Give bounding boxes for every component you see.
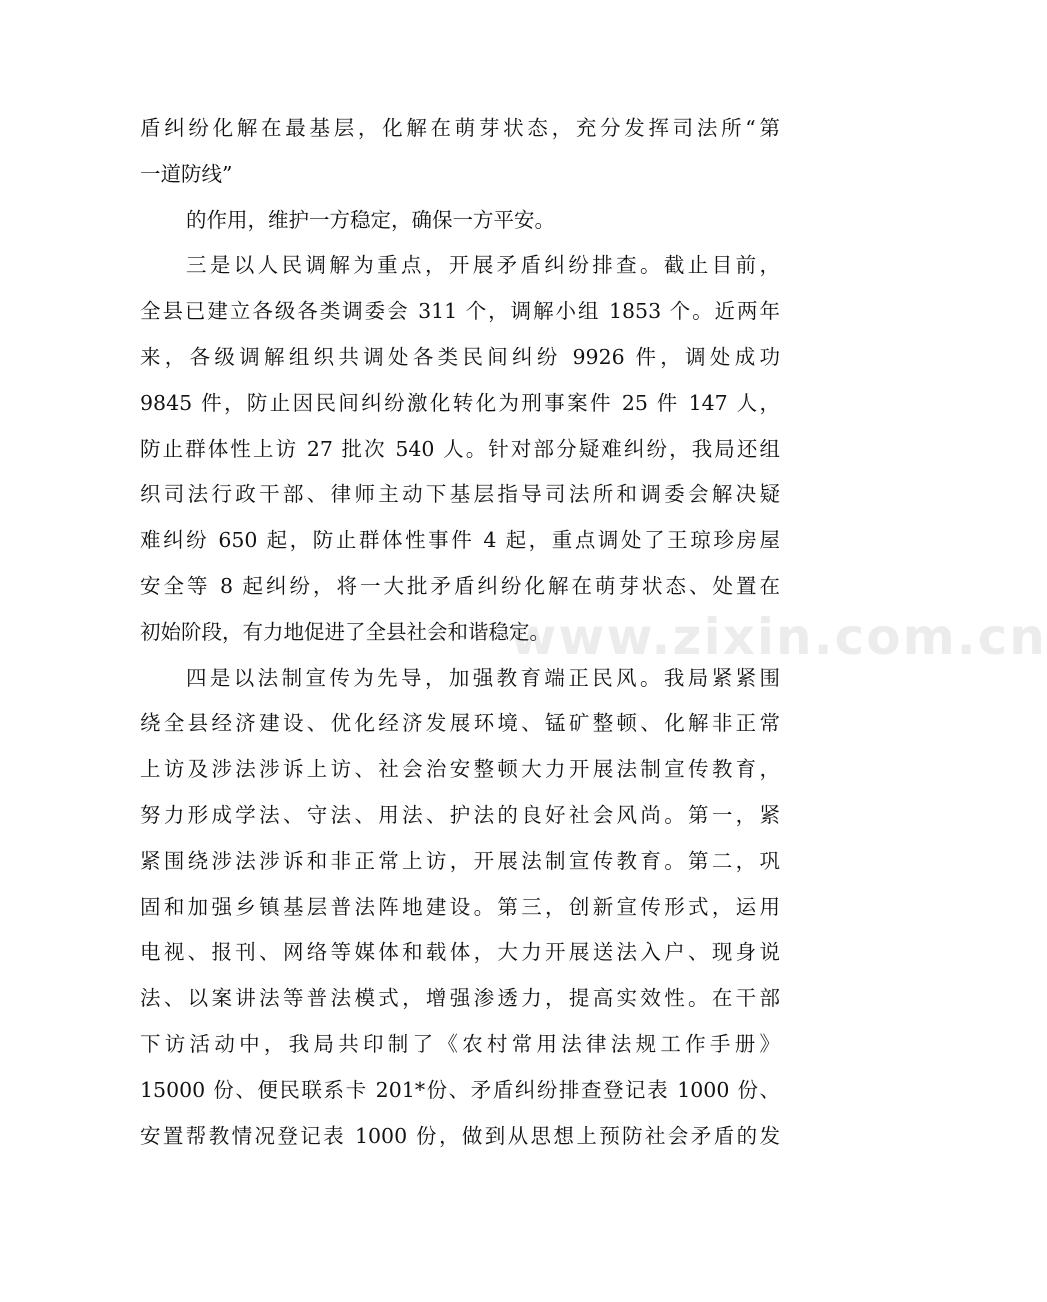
text-line: 来，各级调解组织共调处各类民间纠纷 9926 件，调处成功 bbox=[140, 344, 780, 369]
text-line: 全县已建立各级各类调委会 311 个，调解小组 1853 个。近两年 bbox=[140, 299, 780, 324]
paragraph-start-line: 三是以人民调解为重点，开展矛盾纠纷排查。截止目前， bbox=[186, 253, 780, 278]
text-line: 的作用，维护一方稳定，确保一方平安。 bbox=[186, 207, 555, 232]
text-line: 织司法行政干部、律师主动下基层指导司法所和调委会解决疑 bbox=[140, 482, 780, 507]
text-line: 下访活动中，我局共印制了《农村常用法律法规工作手册》 bbox=[140, 1031, 780, 1056]
text-line: 15000 份、便民联系卡 201*份、矛盾纠纷排查登记表 1000 份、 bbox=[140, 1077, 780, 1102]
text-line: 防止群体性上访 27 批次 540 人。针对部分疑难纠纷，我局还组 bbox=[140, 436, 780, 461]
text-line: 固和加强乡镇基层普法阵地建设。第三，创新宣传形式，运用 bbox=[140, 894, 780, 919]
text-line: 努力形成学法、守法、用法、护法的良好社会风尚。第一，紧 bbox=[140, 802, 780, 827]
text-line: 绕全县经济建设、优化经济发展环境、锰矿整顿、化解非正常 bbox=[140, 711, 780, 736]
text-line: 难纠纷 650 起，防止群体性事件 4 起，重点调处了王琼珍房屋 bbox=[140, 528, 780, 553]
document-body bbox=[140, 106, 780, 1159]
paragraph-start-line: 四是以法制宣传为先导，加强教育端正民风。我局紧紧围 bbox=[186, 665, 780, 690]
text-line: 盾纠纷化解在最基层，化解在萌芽状态，充分发挥司法所“第 bbox=[140, 116, 780, 140]
text-line: 初始阶段，有力地促进了全县社会和谐稳定。 bbox=[140, 619, 550, 644]
text-line: 9845 件，防止因民间纠纷激化转化为刑事案件 25 件 147 人， bbox=[140, 390, 780, 415]
text-line: 上访及涉法涉诉上访、社会治安整顿大力开展法制宣传教育， bbox=[140, 757, 780, 782]
text-line: 安置帮教情况登记表 1000 份，做到从思想上预防社会矛盾的发 bbox=[140, 1123, 780, 1148]
watermark: www.zixin.com.cn bbox=[510, 608, 1047, 666]
text-line: 紧围绕涉法涉诉和非正常上访，开展法制宣传教育。第二，巩 bbox=[140, 848, 780, 873]
text-line: 一道防线” bbox=[140, 161, 233, 186]
text-line: 安全等 8 起纠纷，将一大批矛盾纠纷化解在萌芽状态、处置在 bbox=[140, 573, 780, 598]
text-line: 法、以案讲法等普法模式，增强渗透力，提高实效性。在干部 bbox=[140, 986, 780, 1011]
text-line: 电视、报刊、网络等媒体和载体，大力开展送法入户、现身说 bbox=[140, 940, 780, 965]
